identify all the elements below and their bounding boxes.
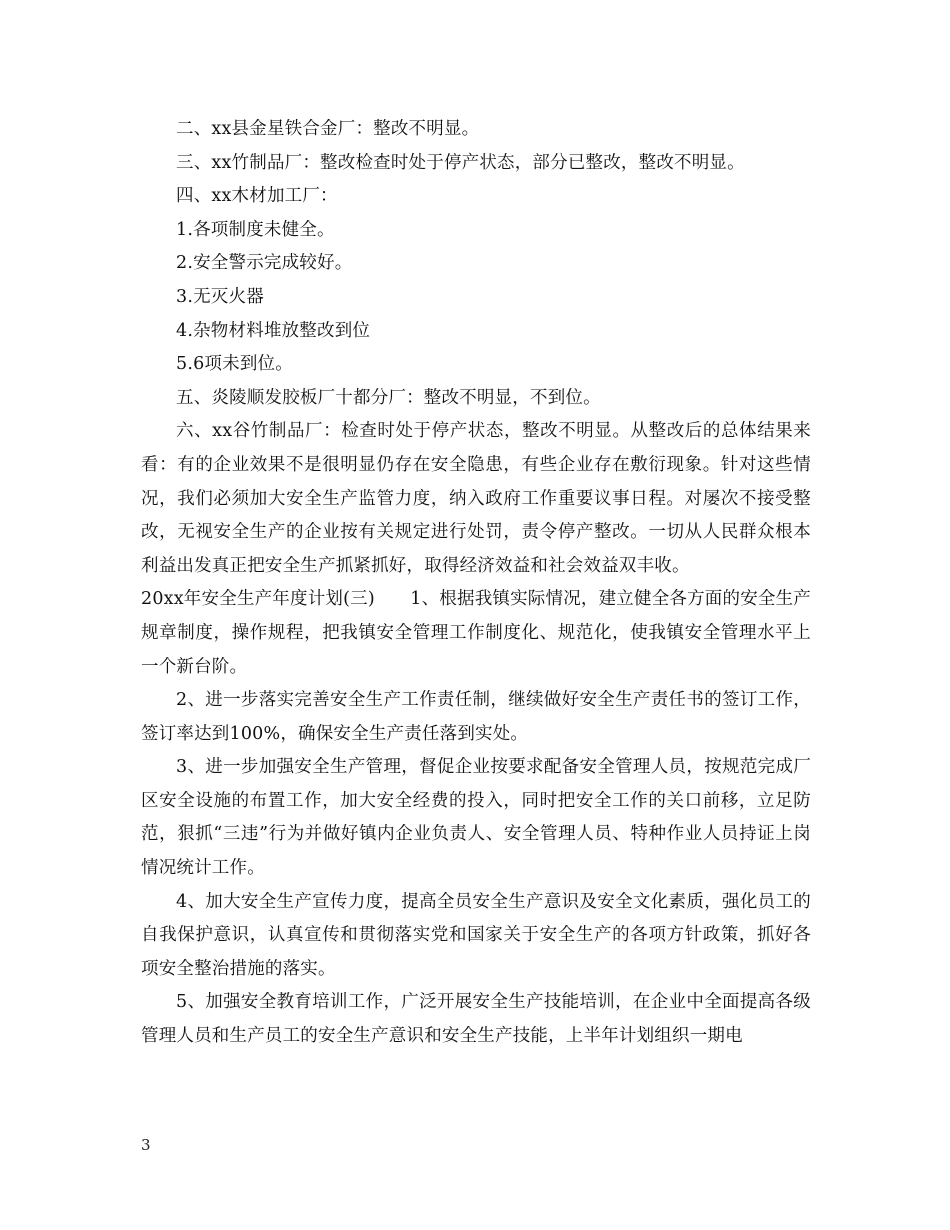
page-number: 3	[141, 1136, 151, 1154]
list-item-1: 1.各项制度未健全。	[176, 219, 335, 240]
plan-heading-paragraph: 20xx年安全生产年度计划(三) 1、根据我镇实际情况，建立健全各方面的安全生产规章制度，操作规程，把我镇安全管理工作制度化、规范化，使我镇安全管理水平上一个新台阶。	[141, 589, 811, 677]
plan-item-3: 3、进一步加强安全生产管理，督促企业按要求配备安全管理人员，按规范完成厂区安全设施的布置工作，加大安全经费的投入，同时把安全工作的关口前移，立足防范，狠抓“三违”行为并做好镇内企业负责人、安全管理人员、特种作业人员持证上岗情况统计工作。	[141, 757, 811, 879]
paragraph-item-3: 三、xx竹制品厂：整改检查时处于停产状态，部分已整改，整改不明显。	[176, 152, 745, 173]
document-body	[141, 113, 811, 1054]
paragraph-item-5: 五、炎陵顺发胶板厂十都分厂：整改不明显，不到位。	[176, 387, 601, 408]
list-item-2: 2.安全警示完成较好。	[176, 253, 353, 274]
plan-item-4: 4、加大安全生产宣传力度，提高全员安全生产意识及安全文化素质，强化员工的自我保护意识，认真宣传和贯彻落实党和国家关于安全生产的各项方针政策，抓好各项安全整治措施的落实。	[141, 891, 811, 979]
list-item-4: 4.杂物材料堆放整改到位	[176, 320, 371, 341]
list-item-3: 3.无灭火器	[176, 286, 264, 307]
paragraph-item-6-summary: 六、xx谷竹制品厂：检查时处于停产状态，整改不明显。从整改后的总体结果来看：有的企业效果不是很明显仍存在安全隐患，有些企业存在敷衍现象。针对这些情况，我们必须加大安全生产监管力度，纳入政府工作重要议事日程。对屡次不接受整改，无视安全生产的企业按有关规定进行处罚，责令停产整改。一切从人民群众根本利益出发真正把安全生产抓紧抓好，取得经济效益和社会效益双丰收。	[141, 421, 811, 576]
list-item-5: 5.6项未到位。	[176, 354, 293, 375]
paragraph-item-2: 二、xx县金星铁合金厂：整改不明显。	[176, 119, 480, 139]
plan-item-2: 2、进一步落实完善安全生产工作责任制，继续做好安全生产责任书的签订工作，签订率达到100%，确保安全生产责任落到实处。	[141, 690, 811, 744]
paragraph-item-4: 四、xx木材加工厂：	[176, 186, 338, 207]
plan-item-5: 5、加强安全教育培训工作，广泛开展安全生产技能培训，在企业中全面提高各级管理人员和生产员工的安全生产意识和安全生产技能，上半年计划组织一期电	[141, 992, 811, 1047]
